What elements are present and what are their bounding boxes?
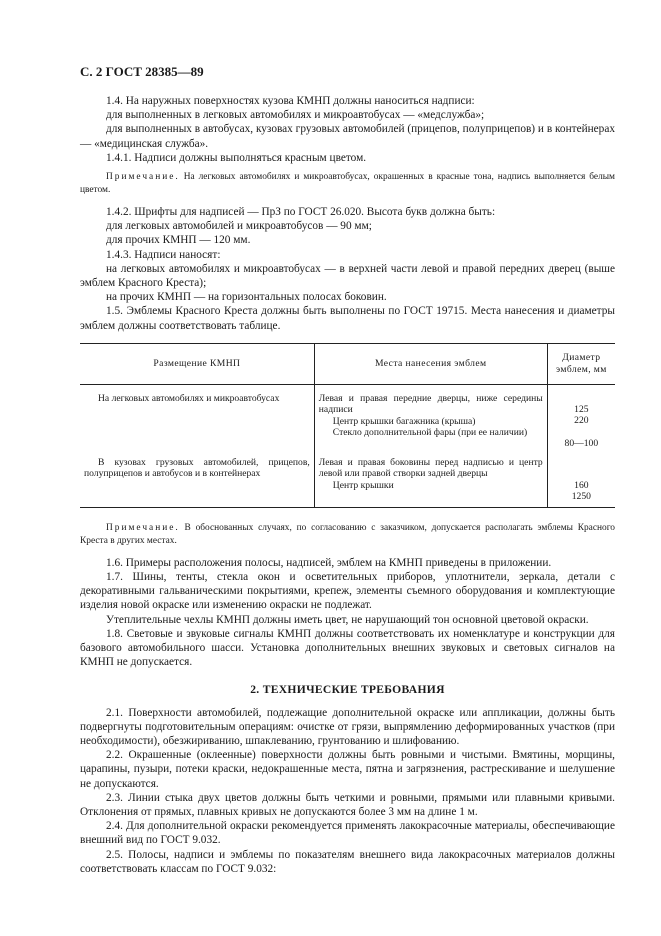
table-cell-diameter: 125 <box>574 403 589 415</box>
table-cell-place-item: Стекло дополнительной фары (при ее наличии) <box>332 427 528 439</box>
table-cell-placement: На легковых автомобилях и микроавтобусах <box>98 392 280 404</box>
paragraph-1-4-3-a: на легковых автомобилях и микроавтобусах — в верхней части левой и правой передних дверец (выше эмблем Красного Креста); <box>80 262 615 290</box>
table-header-row <box>80 343 615 384</box>
table-header-placement: Размещение КМНП <box>80 343 314 384</box>
paragraph-1-4-3: 1.4.3. Надписи наносят: <box>106 248 221 261</box>
table-cell-diameter: 80—100 <box>564 437 599 449</box>
table-cell-place-item: Центр крышки <box>332 479 394 491</box>
page-header: С. 2 ГОСТ 28385—89 <box>80 64 204 79</box>
paragraph-1-4-1: 1.4.1. Надписи должны выполняться красным цветом. <box>106 151 367 164</box>
table-row <box>80 449 615 507</box>
table-cell-diameters <box>547 384 615 449</box>
table-cell-placement: В кузовах грузовых автомобилей, прицепов, полуприцепов и автобусов и в контейнерах <box>80 449 314 507</box>
paragraph-1-8: 1.8. Световые и звуковые сигналы КМНП должны соответствовать их номенклатуре и конструкции для базового автомобильного шасси. Установка дополнительных внешних звуковых и световых сигналов на КМНП не допускается. <box>80 627 615 669</box>
paragraph-2-3: 2.3. Линии стыка двух цветов должны быть четкими и ровными, прямыми или плавными кривыми. Отклонения от прямых, плавных кривых не допускаются более 3 мм на длине 1 м. <box>80 791 615 818</box>
note-2-text: В обоснованных случаях, по согласованию с заказчиком, допускается располагать эмблемы Красного Креста в других местах. <box>80 522 615 546</box>
note-1-tag: Примечание. <box>106 172 180 183</box>
table-cell-place-item: Центр крышки багажника (крыша) <box>332 415 476 427</box>
table-row <box>80 384 615 449</box>
table-cell-places <box>314 449 547 507</box>
note-1-text: На легковых автомобилях и микроавтобусах, окрашенных в красные тона, надпись выполняется белым цветом. <box>80 172 615 196</box>
section-title: 2. ТЕХНИЧЕСКИЕ ТРЕБОВАНИЯ <box>250 682 445 696</box>
table-header-places: Места нанесения эмблем <box>314 343 547 384</box>
table-cell-diameters <box>547 449 615 507</box>
paragraph-1-4: 1.4. На наружных поверхностях кузова КМНП должны наноситься надписи: <box>106 95 475 107</box>
paragraph-1-7-a: Утеплительные чехлы КМНП должны иметь цвет, не нарушающий тон основной цветовой окраски. <box>106 613 589 626</box>
paragraph-1-4-3-b: на прочих КМНП — на горизонтальных полосах боковин. <box>106 291 387 304</box>
note-1 <box>80 171 615 197</box>
paragraph-2-5: 2.5. Полосы, надписи и эмблемы по показателям внешнего вида лакокрасочных материалов должны соответствовать классам по ГОСТ 9.032: <box>80 848 615 875</box>
paragraph-1-4-2-a: для легковых автомобилей и микроавтобусов — 90 мм; <box>106 220 372 233</box>
paragraph-1-4-2-b: для прочих КМНП — 120 мм. <box>106 234 251 247</box>
paragraph-2-2: 2.2. Окрашенные (оклеенные) поверхности должны быть ровными и чистыми. Вмятины, морщины, царапины, пузыри, потеки краски, недокрашенные места, пятна и загрязнения, растрескивание и шелушение не допускаются. <box>80 749 615 790</box>
paragraph-1-4-2: 1.4.2. Шрифты для надписей — ПрЗ по ГОСТ 26.020. Высота букв должна быть: <box>106 206 496 219</box>
table-cell-diameter: 1250 <box>571 491 591 503</box>
paragraph-1-5: 1.5. Эмблемы Красного Креста должны быть выполнены по ГОСТ 19715. Места нанесения и диаметры эмблем должны соответствовать таблице. <box>80 305 615 332</box>
table-cell-diameter: 220 <box>574 415 589 427</box>
note-2-tag: Примечание. <box>106 522 180 533</box>
table-cell-place-item: Левая и правая боковины перед надписью и центр левой или правой створки задней дверцы <box>318 457 543 480</box>
paragraph-1-4-a: для выполненных в легковых автомобилях и микроавтобусах — «медслужба»; <box>106 109 485 122</box>
paragraph-2-1: 2.1. Поверхности автомобилей, подлежащие дополнительной окраске или аппликации, должны быть подвергнуты подготовительным операциям: очистке от грязи, выпрямлению деформированных участков (при необходимости), обезжириванию, шпаклеванию, грунтованию и шлифованию. <box>80 706 615 747</box>
note-2 <box>80 522 615 548</box>
table-cell-places <box>314 384 547 449</box>
emblem-table <box>80 343 615 508</box>
paragraph-2-4: 2.4. Для дополнительной окраски рекомендуется применять лакокрасочные материалы, обеспечивающие внешний вид по ГОСТ 9.032. <box>80 820 615 847</box>
page-content <box>80 94 615 876</box>
table-cell-diameter: 160 <box>574 480 589 492</box>
paragraph-1-7: 1.7. Шины, тенты, стекла окон и осветительных приборов, уплотнители, зеркала, детали с декоративными гальваническими покрытиями, крепеж, элементы съемного оборудования и комплектующие изделия новой окраске или изменению окраски не подлежат. <box>80 571 615 612</box>
paragraph-1-6: 1.6. Примеры расположения полосы, надписей, эмблем на КМНП приведены в приложении. <box>106 556 552 569</box>
table-cell-place-item: Левая и правая передние дверцы, ниже середины надписи <box>318 392 543 416</box>
table-header-diameter: Диаметр эмблем, мм <box>547 343 615 384</box>
paragraph-1-4-b: для выполненных в автобусах, кузовах грузовых автомобилей (прицепов, полуприцепов) и в контейнерах — «медицинская служба». <box>80 123 615 150</box>
